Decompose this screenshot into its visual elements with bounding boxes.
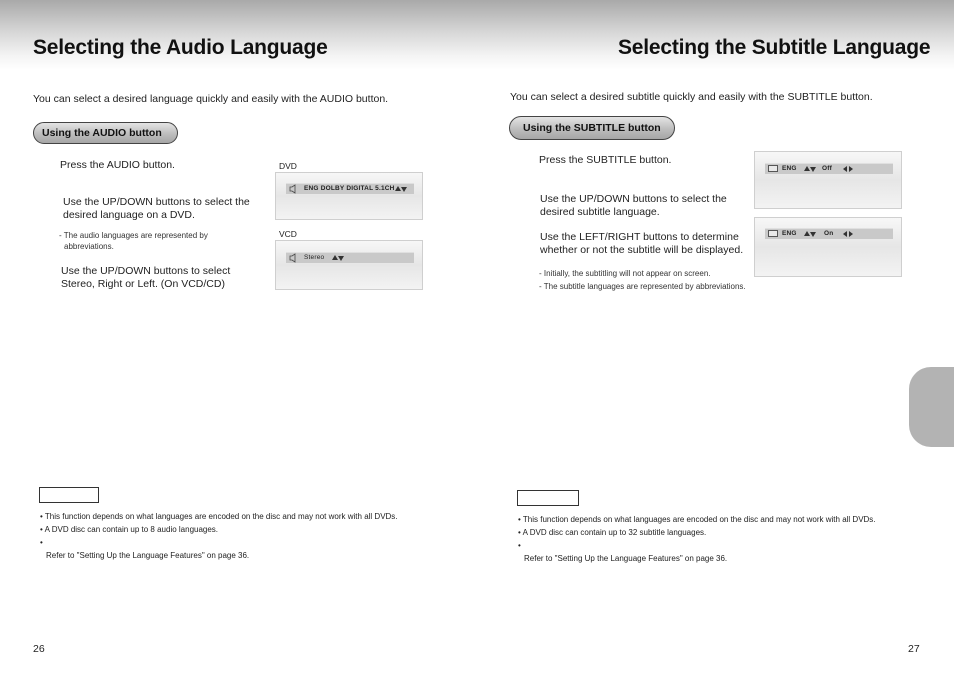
page-title-audio: Selecting the Audio Language [33, 36, 328, 59]
up-down-arrows-icon [394, 185, 408, 193]
audio-step-2 [63, 196, 250, 222]
subtitle-bullet-3: • [518, 541, 521, 550]
audio-bullet-1: • This function depends on what languages are encoded on the disc and may not work with all DVDs. [40, 512, 398, 521]
audio-button-heading [33, 122, 178, 144]
intro-audio: You can select a desired language quickly and easily with the AUDIO button. [33, 93, 389, 105]
audio-note-line1: - The audio languages are represented by [59, 231, 208, 240]
audio-step-1: Press the AUDIO button. [60, 159, 175, 171]
up-down-arrows-icon [803, 230, 817, 238]
dvd-osd-text: ENG DOLBY DIGITAL 5.1CH [304, 185, 395, 192]
page-number-right: 27 [908, 643, 920, 655]
subtitle-note-1: - Initially, the subtitling will not appear on screen. [539, 269, 711, 278]
audio-step-3-line2: Stereo, Right or Left. (On VCD/CD) [61, 278, 225, 290]
page-number-left: 26 [33, 643, 45, 655]
subtitle-button-heading-label: Using the SUBTITLE button [523, 122, 661, 134]
dvd-screen-label: DVD [279, 161, 297, 171]
subtitle-step-2-line2: desired subtitle language. [540, 206, 660, 218]
speaker-icon [288, 184, 299, 194]
audio-notes-list [40, 510, 398, 562]
audio-note-line2: abbreviations. [64, 242, 114, 251]
audio-bullet-3: • [40, 538, 43, 547]
intro-subtitle: You can select a desired subtitle quickly and easily with the SUBTITLE button. [510, 91, 873, 103]
subtitle-step-3 [540, 231, 743, 257]
subtitle-on-lang: ENG [782, 230, 797, 237]
speaker-icon [288, 253, 299, 263]
subtitle-off-screen [754, 151, 902, 209]
vcd-osd-bar [286, 252, 414, 263]
left-right-arrows-icon [842, 230, 854, 238]
subtitle-notes-list [518, 513, 876, 565]
subtitle-button-heading [509, 116, 675, 140]
subtitle-note-2: - The subtitle languages are represented by abbreviations. [539, 282, 746, 291]
vcd-screen [275, 240, 423, 290]
subtitle-off-state: Off [822, 165, 832, 172]
subtitle-bullet-1: • This function depends on what languages are encoded on the disc and may not work with all DVDs. [518, 515, 876, 524]
subtitle-step-2-line1: Use the UP/DOWN buttons to select the [540, 193, 727, 205]
note-box-subtitle [517, 490, 579, 506]
audio-step-3 [61, 265, 230, 291]
subtitle-bullet-2: • A DVD disc can contain up to 32 subtitle languages. [518, 528, 707, 537]
subtitle-on-state: On [824, 230, 834, 237]
subtitle-notes [539, 268, 746, 292]
subtitle-on-screen [754, 217, 902, 277]
audio-note [59, 230, 208, 252]
audio-step-2-line2: desired language on a DVD. [63, 209, 195, 221]
audio-button-heading-label: Using the AUDIO button [42, 127, 162, 139]
subtitle-on-osd-bar [765, 228, 893, 239]
audio-step-2-line1: Use the UP/DOWN buttons to select the [63, 196, 250, 208]
subtitle-icon [768, 165, 778, 172]
audio-bullet-2: • A DVD disc can contain up to 8 audio languages. [40, 525, 219, 534]
vcd-osd-text: Stereo [304, 254, 325, 261]
subtitle-icon [768, 230, 778, 237]
subtitle-off-lang: ENG [782, 165, 797, 172]
dvd-screen [275, 172, 423, 220]
up-down-arrows-icon [803, 165, 817, 173]
subtitle-step-1: Press the SUBTITLE button. [539, 154, 672, 166]
chapter-side-tab [909, 367, 954, 447]
page-title-subtitle: Selecting the Subtitle Language [618, 36, 931, 59]
up-down-arrows-icon [331, 254, 345, 262]
subtitle-off-osd-bar [765, 163, 893, 174]
note-box-audio [39, 487, 99, 503]
audio-bullet-3-ref: Refer to "Setting Up the Language Features" on page 36. [46, 551, 250, 560]
left-right-arrows-icon [842, 165, 854, 173]
subtitle-step-3-line1: Use the LEFT/RIGHT buttons to determine [540, 231, 739, 243]
subtitle-step-2 [540, 193, 727, 219]
subtitle-bullet-3-ref: Refer to "Setting Up the Language Features" on page 36. [524, 554, 728, 563]
dvd-osd-bar [286, 183, 414, 194]
vcd-screen-label: VCD [279, 229, 297, 239]
subtitle-step-3-line2: whether or not the subtitle will be displayed. [540, 244, 744, 256]
audio-step-3-line1: Use the UP/DOWN buttons to select [61, 265, 231, 277]
